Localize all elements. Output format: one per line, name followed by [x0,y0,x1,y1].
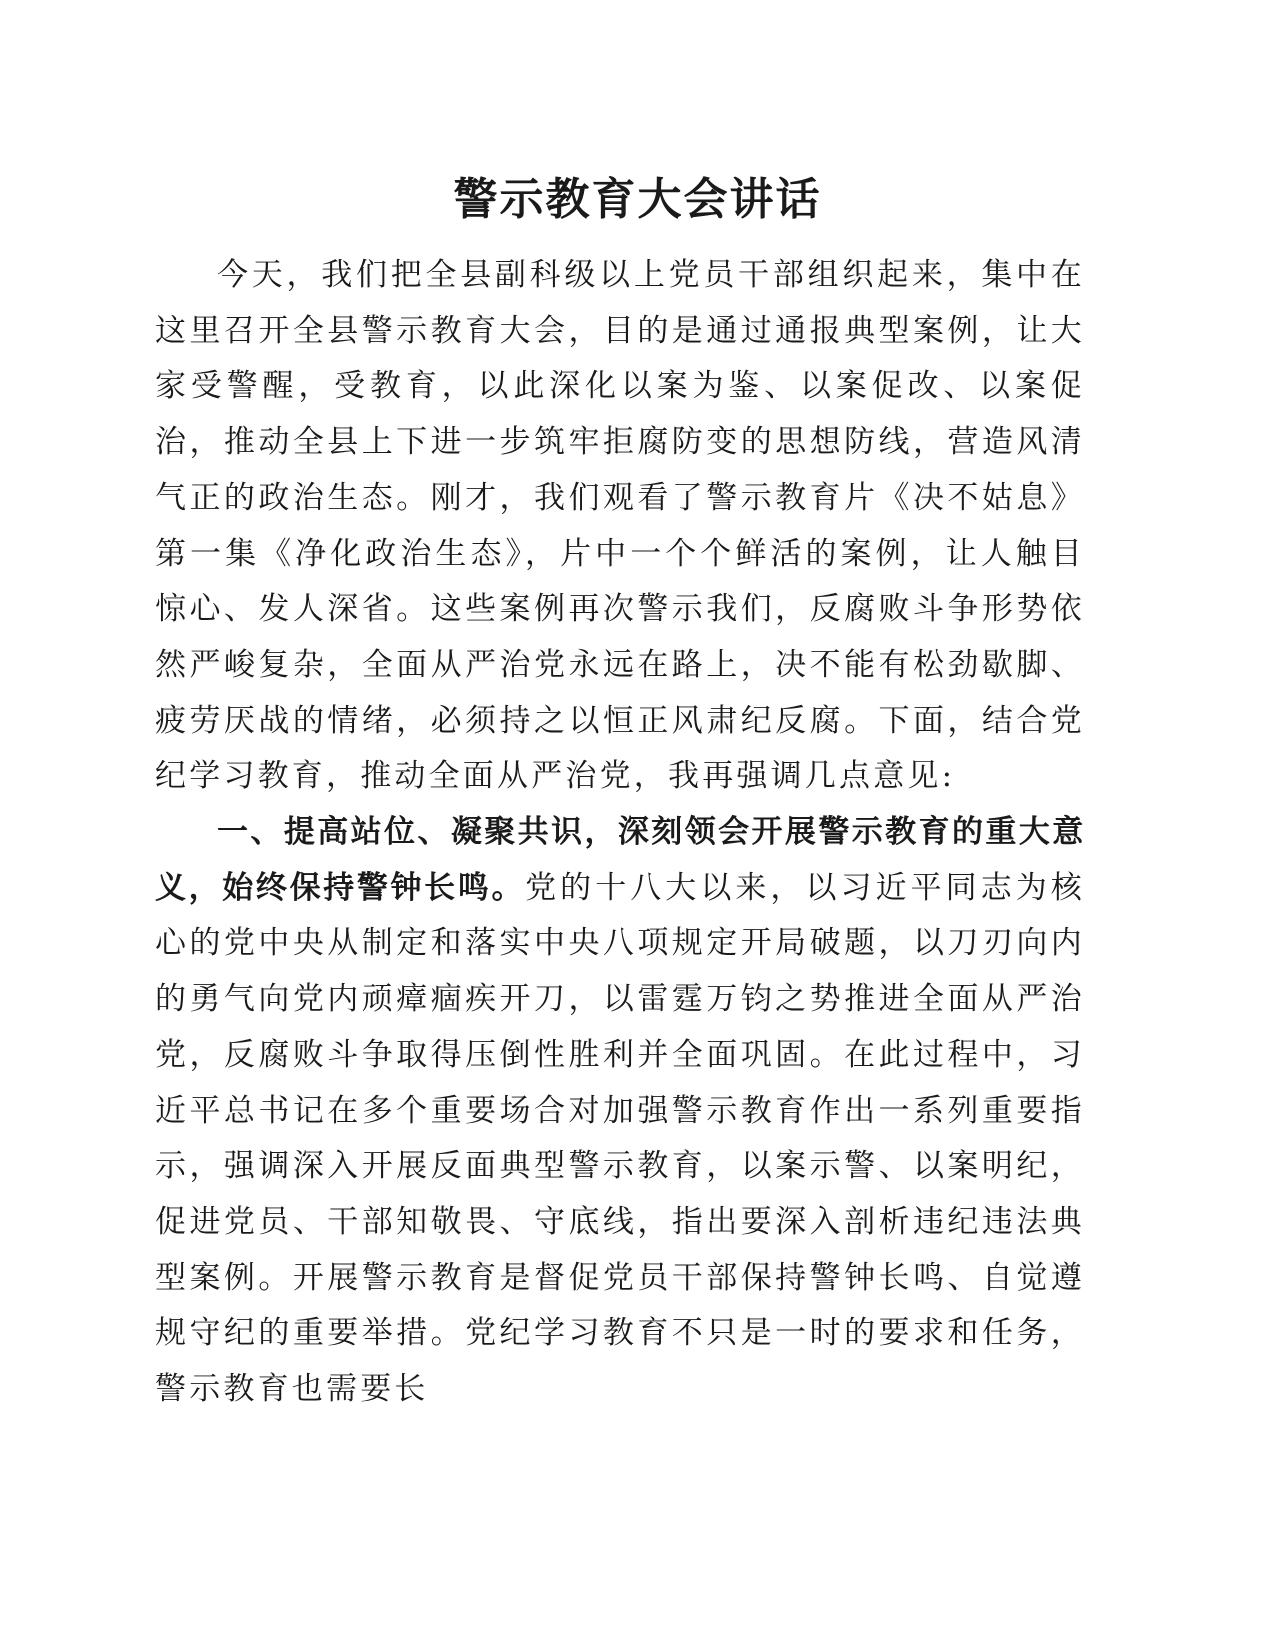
document-body [155,248,1085,1418]
section-one-text: 党的十八大以来，以习近平同志为核心的党中央从制定和落实中央八项规定开局破题，以刀刃向内的勇气向党内顽瘴痼疾开刀，以雷霆万钧之势推进全面从严治党，反腐败斗争取得压倒性胜利并全面巩固。在此过程中，习近平总书记在多个重要场合对加强警示教育作出一系列重要指示，强调深入开展反面典型警示教育，以案示警、以案明纪，促进党员、干部知敬畏、守底线，指出要深入剖析违纪违法典型案例。开展警示教育是督促党员干部保持警钟长鸣、自觉遵规守纪的重要举措。党纪学习教育不只是一时的要求和任务，警示教育也需要长 [155,869,1085,1408]
intro-paragraph-text: 今天，我们把全县副科级以上党员干部组织起来，集中在这里召开全县警示教育大会，目的是通过通报典型案例，让大家受警醒，受教育，以此深化以案为鉴、以案促改、以案促治，推动全县上下进一步筑牢拒腐防变的思想防线，营造风清气正的政治生态。刚才，我们观看了警示教育片《决不姑息》第一集《净化政治生态》，片中一个个鲜活的案例，让人触目惊心、发人深省。这些案例再次警示我们，反腐败斗争形势依然严峻复杂，全面从严治党永远在路上，决不能有松劲歇脚、疲劳厌战的情绪，必须持之以恒正风肃纪反腐。下面，结合党纪学习教育，推动全面从严治党，我再强调几点意见: [155,257,1085,795]
document-title: 警示教育大会讲话 [453,174,822,225]
intro-paragraph [155,248,1085,805]
section-one-paragraph [155,805,1085,1418]
section-one-heading: 一、提高站位、凝聚共识，深刻领会开展警示教育的重大意义，始终保持警钟长鸣。 [155,814,1085,906]
